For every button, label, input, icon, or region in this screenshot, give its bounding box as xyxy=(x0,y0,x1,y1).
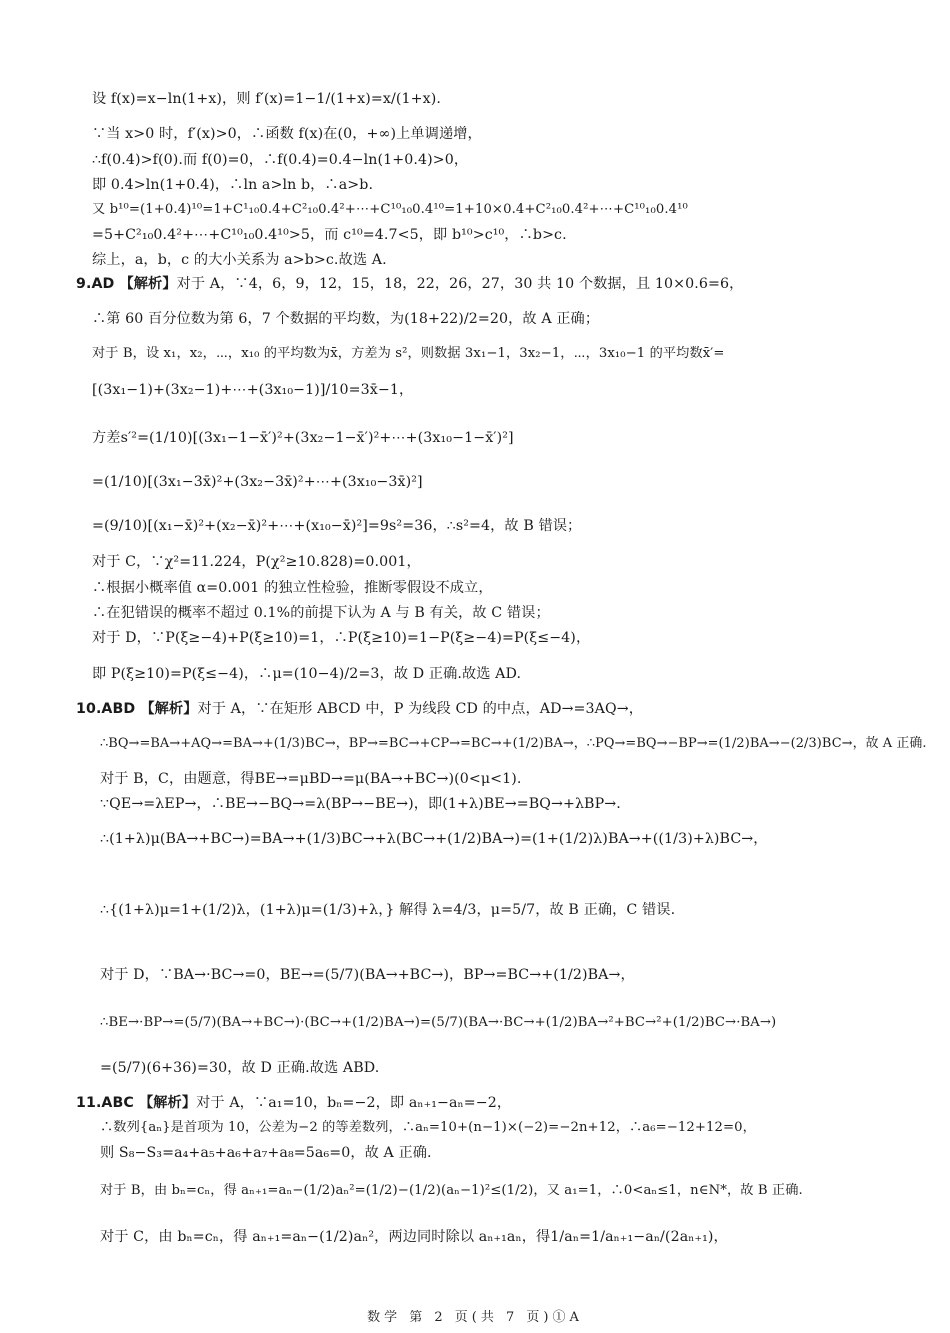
q9-line-2: ∴第 60 百分位数为第 6，7 个数据的平均数，为(18+22)/2=20，故 A 正确； xyxy=(92,311,600,327)
q10-line-5: ∴(1+λ)μ(BA→+BC→)=BA→+(1/3)BC→+λ(BC→+(1/2)BA→)=(1+(1/2)λ)BA→+((1/3)+λ)BC→， xyxy=(100,831,768,847)
proof8-line-1: 设 f(x)=x−ln(1+x)，则 f′(x)=1−1/(1+x)=x/(1+x). xyxy=(92,91,441,107)
q11-line-3: 则 S₈−S₃=a₄+a₅+a₆+a₇+a₈=5a₆=0，故 A 正确. xyxy=(100,1145,432,1161)
proof8-line-2: ∵当 x>0 时，f′(x)>0，∴函数 f(x)在(0，+∞)上单调递增， xyxy=(92,126,482,142)
q9-line-6: =(1/10)[(3x₁−3x̄)²+(3x₂−3x̄)²+⋯+(3x₁₀−3x̄)²] xyxy=(92,474,423,490)
q10-line-7: 对于 D，∵BA→·BC→=0，BE→=(5/7)(BA→+BC→)，BP→=BC→+(1/2)BA→， xyxy=(100,967,635,983)
q10-line-8: ∴BE→·BP→=(5/7)(BA→+BC→)·(BC→+(1/2)BA→)=(5/7)(BA→·BC→+(1/2)BA→²+BC→²+(1/2)BC→·BA→) xyxy=(100,1015,777,1030)
q10-line-1 xyxy=(76,699,643,719)
q10-line-3: 对于 B，C，由题意，得BE→=μBD→=μ(BA→+BC→)(0<μ<1). xyxy=(100,771,522,787)
q10-text-1: 对于 A，∵在矩形 ABCD 中，P 为线段 CD 的中点，AD→=3AQ→， xyxy=(197,701,644,717)
q9-line-12: 即 P(ξ≥10)=P(ξ≤−4)，∴μ=(10−4)/2=3，故 D 正确.故选 AD. xyxy=(92,666,522,682)
q11-line-4: 对于 B，由 bₙ=cₙ，得 aₙ₊₁=aₙ−(1/2)aₙ²=(1/2)−(1/2)(aₙ−1)²≤(1/2)，又 a₁=1，∴0<aₙ≤1，n∈N*，故 B 正确. xyxy=(100,1183,803,1198)
proof8-line-7: 综上，a，b，c 的大小关系为 a>b>c.故选 A. xyxy=(92,252,387,268)
q11-heading: 11.ABC 【解析】 xyxy=(76,1095,197,1111)
q10-line-9: =(5/7)(6+36)=30，故 D 正确.故选 ABD. xyxy=(100,1060,380,1076)
q9-line-8: 对于 C，∵χ²=11.224，P(χ²≥10.828)=0.001， xyxy=(92,554,421,570)
q11-line-1 xyxy=(76,1093,511,1113)
q9-text-1: 对于 A，∵4，6，9，12，15，18，22，26，27，30 共 10 个数据，且 10×0.6=6， xyxy=(176,276,744,292)
q10-heading: 10.ABD 【解析】 xyxy=(76,701,198,717)
proof8-line-3: ∴f(0.4)>f(0).而 f(0)=0，∴f(0.4)=0.4−ln(1+0.4)>0， xyxy=(92,152,469,168)
page-footer: 数学 第 2 页(共 7 页)①A xyxy=(367,1310,583,1325)
q9-line-4: [(3x₁−1)+(3x₂−1)+⋯+(3x₁₀−1)]/10=3x̄−1， xyxy=(92,382,414,398)
q9-line-11: 对于 D，∵P(ξ≥−4)+P(ξ≥10)=1，∴P(ξ≥10)=1−P(ξ≥−4)=P(ξ≤−4)， xyxy=(92,630,591,646)
q9-line-1 xyxy=(76,274,743,294)
proof8-line-6: =5+C²₁₀0.4²+⋯+C¹⁰₁₀0.4¹⁰>5，而 c¹⁰=4.7<5，即 b¹⁰>c¹⁰，∴b>c. xyxy=(92,227,567,243)
q9-line-3: 对于 B，设 x₁，x₂，⋯，x₁₀ 的平均数为x̄，方差为 s²，则数据 3x₁−1，3x₂−1，⋯，3x₁₀−1 的平均数x̄′= xyxy=(92,346,725,361)
q10-line-2: ∴BQ→=BA→+AQ→=BA→+(1/3)BC→，BP→=BC→+CP→=BC→+(1/2)BA→，∴PQ→=BQ→−BP→=(1/2)BA→−(2/3)BC→，故 A 正确. xyxy=(100,736,927,751)
q11-line-5: 对于 C，由 bₙ=cₙ，得 aₙ₊₁=aₙ−(1/2)aₙ²，两边同时除以 aₙ₊₁aₙ，得1/aₙ=1/aₙ₊₁−aₙ/(2aₙ₊₁)， xyxy=(100,1229,728,1245)
q9-heading: 9.AD 【解析】 xyxy=(76,276,177,292)
q9-line-9: ∴根据小概率值 α=0.001 的独立性检验，推断零假设不成立， xyxy=(92,580,493,596)
q10-line-4: ∵QE→=λEP→，∴BE→−BQ→=λ(BP→−BE→)，即(1+λ)BE→=BQ→+λBP→. xyxy=(100,796,621,812)
q9-line-10: ∴在犯错误的概率不超过 0.1%的前提下认为 A 与 B 有关，故 C 错误； xyxy=(92,605,550,621)
q10-line-6: ∴{(1+λ)μ=1+(1/2)λ，(1+λ)μ=(1/3)+λ，} 解得 λ=4/3，μ=5/7，故 B 正确，C 错误. xyxy=(100,902,676,918)
q9-line-7: =(9/10)[(x₁−x̄)²+(x₂−x̄)²+⋯+(x₁₀−x̄)²]=9s²=36，∴s²=4，故 B 错误； xyxy=(92,518,582,534)
proof8-line-5: 又 b¹⁰=(1+0.4)¹⁰=1+C¹₁₀0.4+C²₁₀0.4²+⋯+C¹⁰₁₀0.4¹⁰=1+10×0.4+C²₁₀0.4²+⋯+C¹⁰₁₀0.4¹⁰ xyxy=(92,202,688,217)
q11-line-2: ∴数列{aₙ}是首项为 10，公差为−2 的等差数列，∴aₙ=10+(n−1)×(−2)=−2n+12，∴a₆=−12+12=0， xyxy=(100,1120,756,1135)
q9-line-5: 方差s′²=(1/10)[(3x₁−1−x̄′)²+(3x₂−1−x̄′)²+⋯+(3x₁₀−1−x̄′)²] xyxy=(92,430,514,446)
q11-text-1: 对于 A，∵a₁=10，bₙ=−2，即 aₙ₊₁−aₙ=−2， xyxy=(196,1095,512,1111)
proof8-line-4: 即 0.4>ln(1+0.4)，∴ln a>ln b，∴a>b. xyxy=(92,177,374,193)
